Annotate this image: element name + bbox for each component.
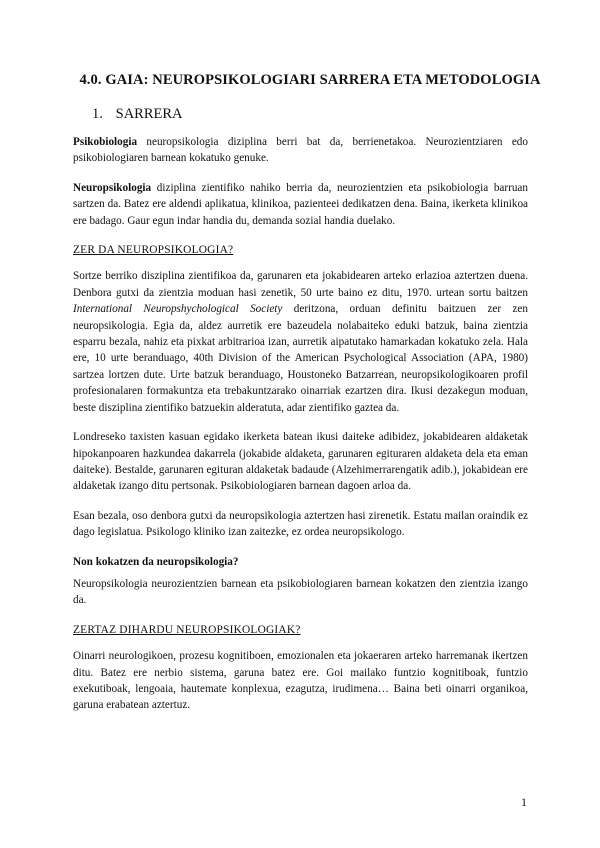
subheading-non-kokatzen: Non kokatzen da neuropsikologia? — [73, 555, 239, 568]
section-heading-zer-da: ZER DA NEUROPSIKOLOGIA? — [73, 244, 234, 257]
section-label: SARRERA — [115, 106, 183, 122]
paragraph-psikobiologia — [73, 134, 528, 167]
paragraph-taxi-study: Londreseko taxisten kasuan egidako ikerketa batean ikusi daiteke adibidez, jokabidearen aldaketak hipokanpoaren hazkundea dakarrela (jokabide aldaketa, garunaren egituraren aldaketa dela eta eman daiteke). Bestalde, garunaren egituran aldaketak badaude (Alzehimerrarengatik adib.), jokabidean ere aldaketak izango ditu pertsonak. Psikobiologiaren barnean dagoen arloa da. — [73, 431, 528, 493]
term-neuropsikologia: Neuropsikologia — [73, 181, 152, 194]
paragraph-legislation: Esan bezala, oso denbora gutxi da neuropsikologia aztertzen hasi zirenetik. Estatu mailan oraindik ez dago legislatua. Psikologo kliniko izan zaitezke, ez ordea neuropsikologo. — [73, 509, 528, 539]
body-content — [73, 134, 528, 727]
paragraph-location: Neuropsikologia neurozientzien barnean eta psikobiologiaren barnean kokatzen den zientzia izango da. — [73, 577, 528, 607]
paragraph-text: Sortze berriko disziplina zientifikoa da, garunaren eta jokabidearen arteko erlazioa aztertzen duena. Denbora gutxi da zientzia moduan hasi zenetik, 50 urte baino ez ditu, 1970. urtean sortu baitzen — [73, 270, 528, 299]
term-psikobiologia: Psikobiologia — [73, 136, 138, 148]
paragraph-text: neuropsikologia diziplina berri bat da, berrienetakoa. Neurozientziaren edo psikobiologiaren barnean kokatuko genuke. — [73, 136, 528, 165]
society-name: International Neuropshychological Society — [73, 303, 283, 316]
page-title: 4.0. GAIA: NEUROPSIKOLOGIARI SARRERA ETA METODOLOGIA — [79, 72, 541, 88]
paragraph-text: diziplina zientifiko nahiko berria da, neurozientzien eta psikobiologia barruan sartzen da. Batez ere aldendi aplikatua, klinikoa, pazienteei dedikatzen dena. Baina, ikerketa klinikoa ere badago. Gaur egun indar handia du, demanda sozial handia duelako. — [73, 181, 528, 227]
section-number: 1. — [92, 106, 103, 122]
paragraph-text: deritzona, orduan definitu baitzuen zer zen neuropsikologia. Egia da, aldez aurretik ere bazeudela nolabaiteko eduki batzuk, baina zientzia esparru bezala, nahiz eta pixkat arbitrarioa izan, aurretik aipatutako hamarkadan kokatuko zela. Hala ere, 10 urte beranduago, 40th Division of the American Psychological Association (APA, 1980) sartzea lortzen dute. Urte batzuk beranduago, Houstoneko Batzarrean, neuropsikologikoaren profil profesionalaren formakuntza eta trebakuntzarako oinarriak ezartzen dira. Ikusi dezakegun moduan, beste disziplina zientifiko batzuekin alderatuta, adar zientifiko gaztea da. — [73, 303, 528, 414]
section-heading-zertaz: ZERTAZ DIHARDU NEUROPSIKOLOGIAK? — [73, 623, 301, 636]
page-number: 1 — [521, 795, 527, 809]
paragraph-definition — [73, 268, 528, 416]
section-heading-sarrera — [92, 106, 183, 123]
paragraph-scope: Oinarri neurologikoen, prozesu kognitiboen, emozionalen eta jokaeraren arteko harremanak ikertzen ditu. Batez ere nerbio sistema, garuna batez ere. Goi mailako funtzio kognitiboak, funtzio exekutiboak, lengoaia, hautemate konplexua, ezagutza, irudimena… Baina beti oinarri organikoa, garuna erabatean aztertuz. — [73, 650, 528, 712]
paragraph-neuropsikologia — [73, 180, 528, 229]
